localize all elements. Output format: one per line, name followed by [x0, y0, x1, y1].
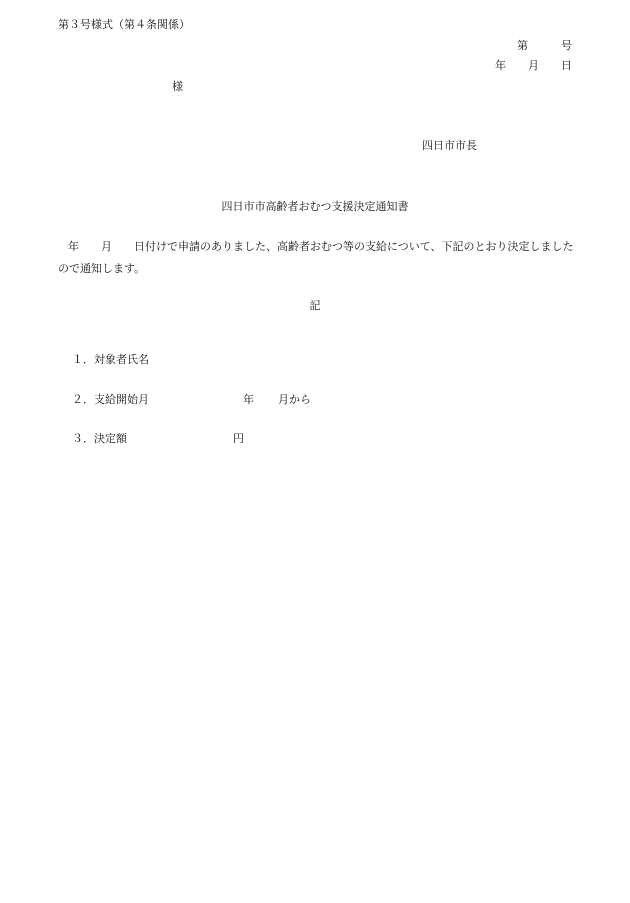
item-start-month: [58, 379, 311, 421]
item-month-suffix: 月から: [278, 393, 311, 406]
form-label: 第３号様式（第４条関係）: [58, 18, 190, 31]
issue-date: 年 月 日: [495, 59, 572, 72]
item-label: ３．決定額: [72, 432, 127, 445]
item-label: ２．支給開始月: [72, 393, 149, 406]
recipient-honorific: 様: [172, 80, 183, 93]
ki-heading: 記: [309, 299, 321, 312]
body-paragraph: 年 月 日付けで申請のありました、高齢者おむつ等の支給について、下記のとおり決定しましたので通知します。: [58, 240, 574, 275]
item-recipient-name: [58, 339, 149, 381]
document-title: 四日市市高齢者おむつ支援決定通知書: [221, 200, 409, 213]
item-decided-amount: [58, 418, 244, 460]
item-label: １．対象者氏名: [72, 353, 149, 366]
issuer-name: 四日市市長: [422, 139, 477, 152]
document-number: 第 号: [517, 39, 572, 52]
item-unit: 円: [233, 432, 244, 445]
item-year: 年: [243, 393, 254, 406]
